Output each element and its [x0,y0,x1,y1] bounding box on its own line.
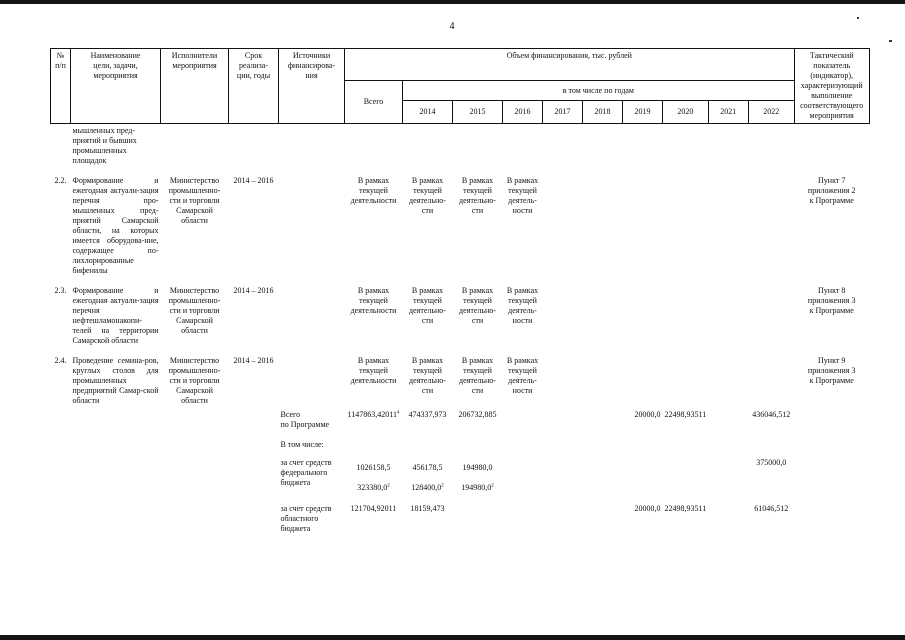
table-row [51,174,870,284]
summary-total-2015: 206732,885 [458,410,497,419]
row-number: 2.4. [54,356,67,365]
activity-total: В рамках текущей деятельности [350,356,397,385]
summary-total-2014: 474337,973 [408,410,447,419]
header-sources: Источники финансирова- ния [279,49,345,124]
activity-2016: В рамках текущей деятель- ности [506,286,539,325]
activity-2014: В рамках текущей деятельно- сти [409,176,446,215]
activity-2016: В рамках текущей деятель- ности [506,356,539,395]
activity-total: В рамках текущей деятельности [350,286,397,315]
header-term: Срок реализа- ции, годы [229,49,279,124]
summary-row-including [51,432,870,452]
activity-2014: В рамках текущей деятельно- сти [409,356,446,395]
table-row [51,354,870,408]
activity-name: Проведение семина-ров, круглых столов для промышленных предприятий Самар-ской области [72,356,159,405]
financing-table [50,48,870,536]
activity-name: Формирование и ежегодная актуали-зация перечня нефтешламонакопи-телей на территории Самарской области [72,286,159,345]
activity-term: 2014 – 2016 [233,286,274,295]
activity-term: 2014 – 2016 [233,356,274,365]
header-year-2015: 2015 [453,101,503,124]
continuation-text: мышленных пред- приятий и бывших промышленных площадок [72,126,137,165]
activity-2015: В рамках текущей деятельно- сти [459,286,496,325]
activity-executor: Министерство промышленно- сти и торговли Самарской области [168,176,221,225]
header-year-2021: 2021 [708,101,748,124]
table-row [51,284,870,354]
summary-including-label: В том числе: [280,440,324,449]
scan-top-border [0,0,905,4]
header-year-2016: 2016 [503,101,543,124]
summary-total-2020: 22498,93511 [664,410,707,419]
activity-name: Формирование и ежегодная актуали-зация перечня про-мышленных пред-приятий Самарской области, на которых имеется оборудова-ние, содержащее по-лихлорированные бифенилы [72,176,159,275]
row-number: 2.2. [54,176,67,185]
summary-regional-2019: 20000,0 [634,504,661,513]
header-year-2020: 2020 [663,101,709,124]
summary-federal-2015: 194980,0 194980,0$^2$ [461,463,494,492]
activity-indicator: Пункт 8 приложения 3 к Программе [807,286,856,315]
activity-indicator: Пункт 7 приложения 2 к Программе [807,176,856,205]
summary-regional-2020: 22498,93511 [664,504,707,513]
row-number: 2.3. [54,286,67,295]
summary-total-value: 1147863,42011$^4$ [347,410,400,419]
summary-row-federal [51,452,870,500]
summary-row-total [51,408,870,432]
summary-regional-2014: 18159,473 [410,504,445,513]
scan-speck-mark [857,17,859,19]
table-row [51,124,870,175]
header-year-2014: 2014 [403,101,453,124]
page-number: 4 [449,21,455,32]
summary-regional-total: 121704,92011 [350,504,397,513]
summary-federal-2014: 456178,5 128400,0$^2$ [411,463,444,492]
summary-total-2022: 436046,512 [752,410,791,419]
activity-executor: Министерство промышленно- сти и торговли Самарской области [168,356,221,405]
activity-2014: В рамках текущей деятельно- сти [409,286,446,325]
header-volume: Объем финансирования, тыс. рублей [345,49,795,81]
activity-executor: Министерство промышленно- сти и торговли Самарской области [168,286,221,335]
summary-federal-label: за счет средств федерального бюджета [280,458,332,487]
scan-bottom-border [0,635,905,640]
summary-regional-label: за счет средств областного бюджета [280,504,332,533]
header-year-2017: 2017 [543,101,583,124]
activity-2015: В рамках текущей деятельно- сти [459,176,496,215]
summary-federal-total: 1026158,5 323380,0$^2$ [356,463,391,492]
summary-row-regional [51,500,870,536]
summary-federal-2022: 375000,0 [756,458,787,467]
header-num: № п/п [51,49,71,124]
activity-total: В рамках текущей деятельности [350,176,397,205]
header-year-2022: 2022 [748,101,794,124]
summary-regional-2022: 61046,512 [754,504,789,513]
activity-2016: В рамках текущей деятель- ности [506,176,539,215]
header-year-2019: 2019 [623,101,663,124]
header-by-years: в том числе по годам [403,81,795,101]
header-year-2018: 2018 [583,101,623,124]
summary-total-2019: 20000,0 [634,410,661,419]
header-executors: Исполнители мероприятия [161,49,229,124]
header-total: Всего [345,81,403,124]
header-name: Наименование цели, задачи, мероприятия [71,49,161,124]
scan-speck-mark [889,40,892,42]
activity-2015: В рамках текущей деятельно- сти [459,356,496,395]
activity-indicator: Пункт 9 приложения 3 к Программе [807,356,856,385]
header-indicator: Тактический показатель (индикатор), характеризующий выполнение соответствующего мероприятия [794,49,869,124]
activity-term: 2014 – 2016 [233,176,274,185]
summary-total-label: Всего по Программе [280,410,330,429]
